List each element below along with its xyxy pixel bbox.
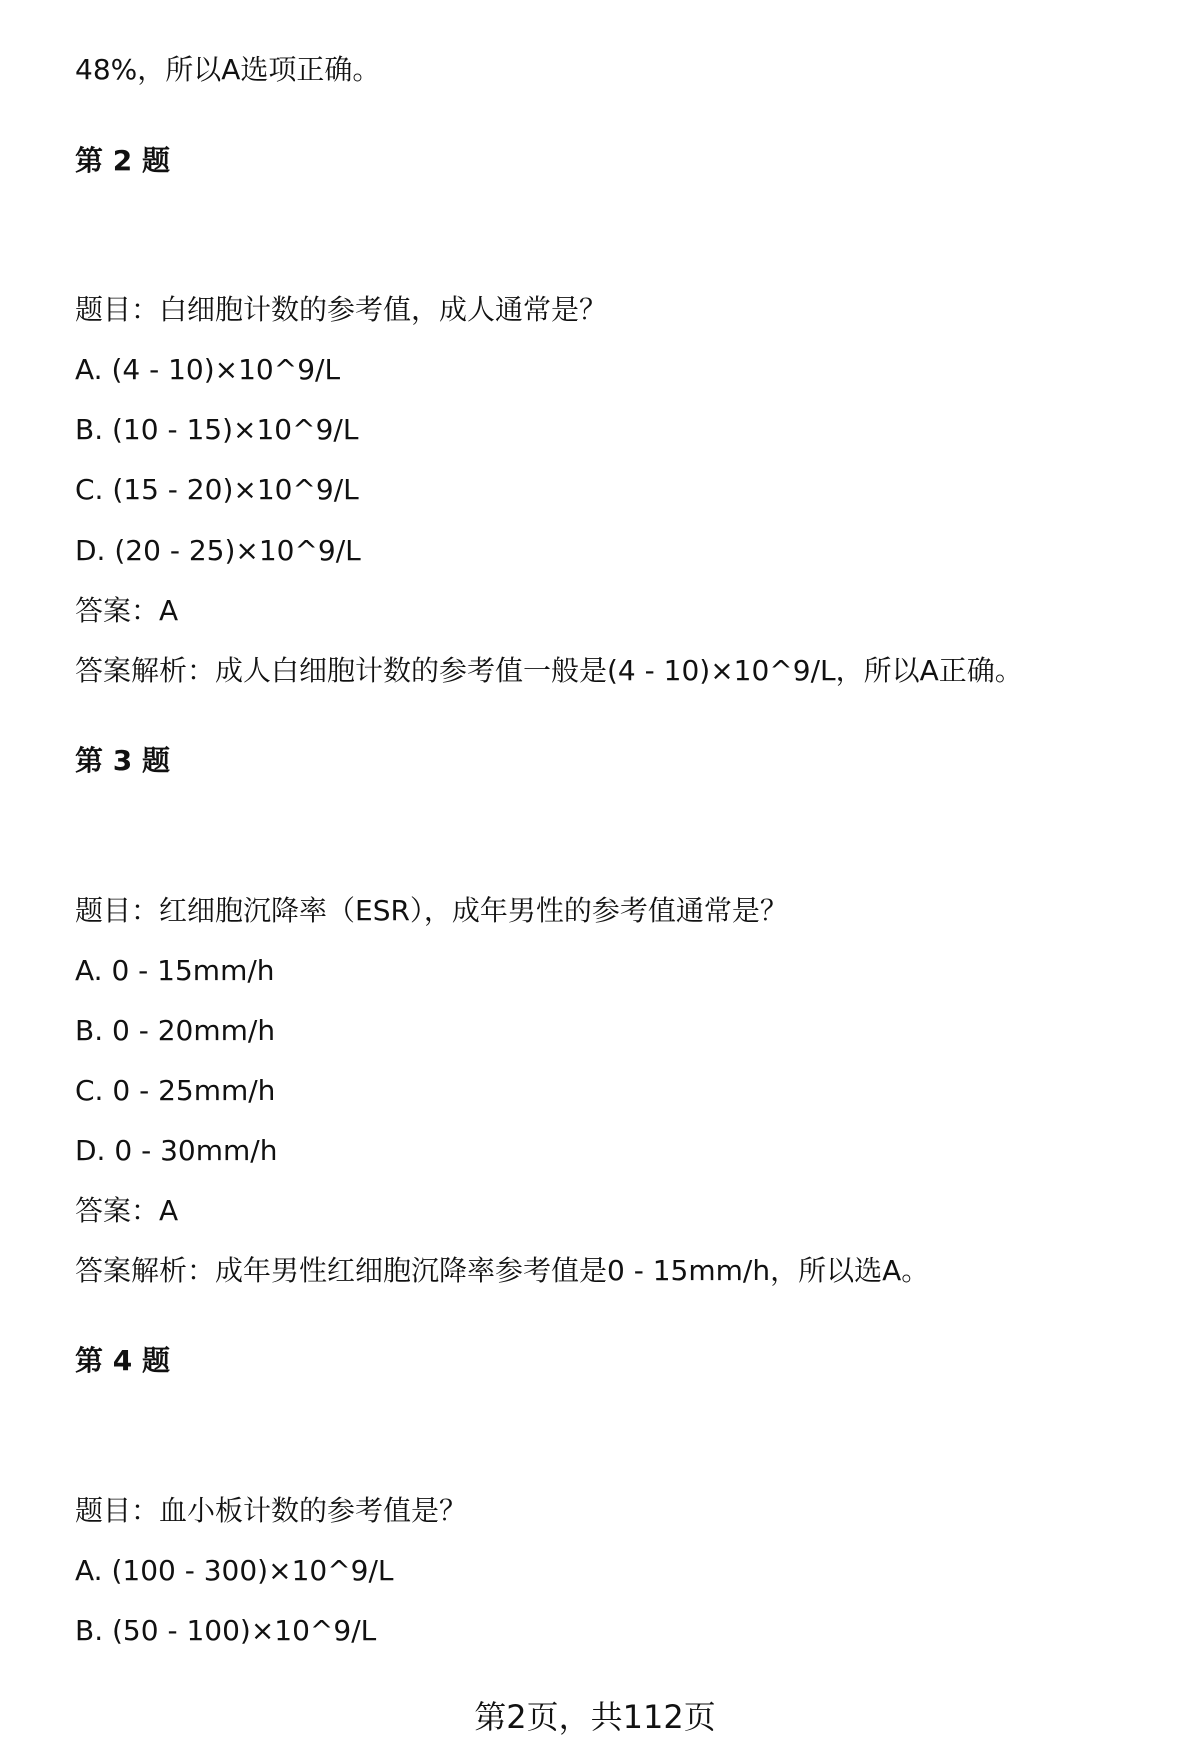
question-4-option-a: A. (100 - 300)×10^9/L xyxy=(75,1554,394,1587)
question-2-option-d: D. (20 - 25)×10^9/L xyxy=(75,534,361,567)
question-3-answer: 答案：A xyxy=(75,1194,179,1227)
question-3-option-a: A. 0 - 15mm/h xyxy=(75,954,275,987)
question-2-answer: 答案：A xyxy=(75,594,179,627)
question-3-heading: 第 3 题 xyxy=(75,744,170,777)
question-2-analysis: 答案解析：成人白细胞计数的参考值一般是(4 - 10)×10^9/L，所以A正确。 xyxy=(75,654,1023,687)
question-2-heading: 第 2 题 xyxy=(75,144,170,177)
page-number-footer: 第2页，共112页 xyxy=(474,1698,716,1736)
question-2-option-a: A. (4 - 10)×10^9/L xyxy=(75,353,341,386)
question-3-analysis: 答案解析：成年男性红细胞沉降率参考值是0 - 15mm/h，所以选A。 xyxy=(75,1254,930,1287)
question-2-stem: 题目：白细胞计数的参考值，成人通常是？ xyxy=(75,293,608,326)
question-4-stem: 题目：血小板计数的参考值是？ xyxy=(75,1494,468,1527)
question-3-option-b: B. 0 - 20mm/h xyxy=(75,1014,276,1047)
question-3-option-c: C. 0 - 25mm/h xyxy=(75,1074,276,1107)
question-2-option-b: B. (10 - 15)×10^9/L xyxy=(75,413,359,446)
question-4-heading: 第 4 题 xyxy=(75,1344,170,1377)
question-2-option-c: C. (15 - 20)×10^9/L xyxy=(75,473,359,506)
question-3-stem: 题目：红细胞沉降率（ESR），成年男性的参考值通常是？ xyxy=(75,894,788,927)
question-4-option-b: B. (50 - 100)×10^9/L xyxy=(75,1614,377,1647)
question-3-option-d: D. 0 - 30mm/h xyxy=(75,1134,278,1167)
carryover-text: 48%，所以A选项正确。 xyxy=(75,53,381,86)
